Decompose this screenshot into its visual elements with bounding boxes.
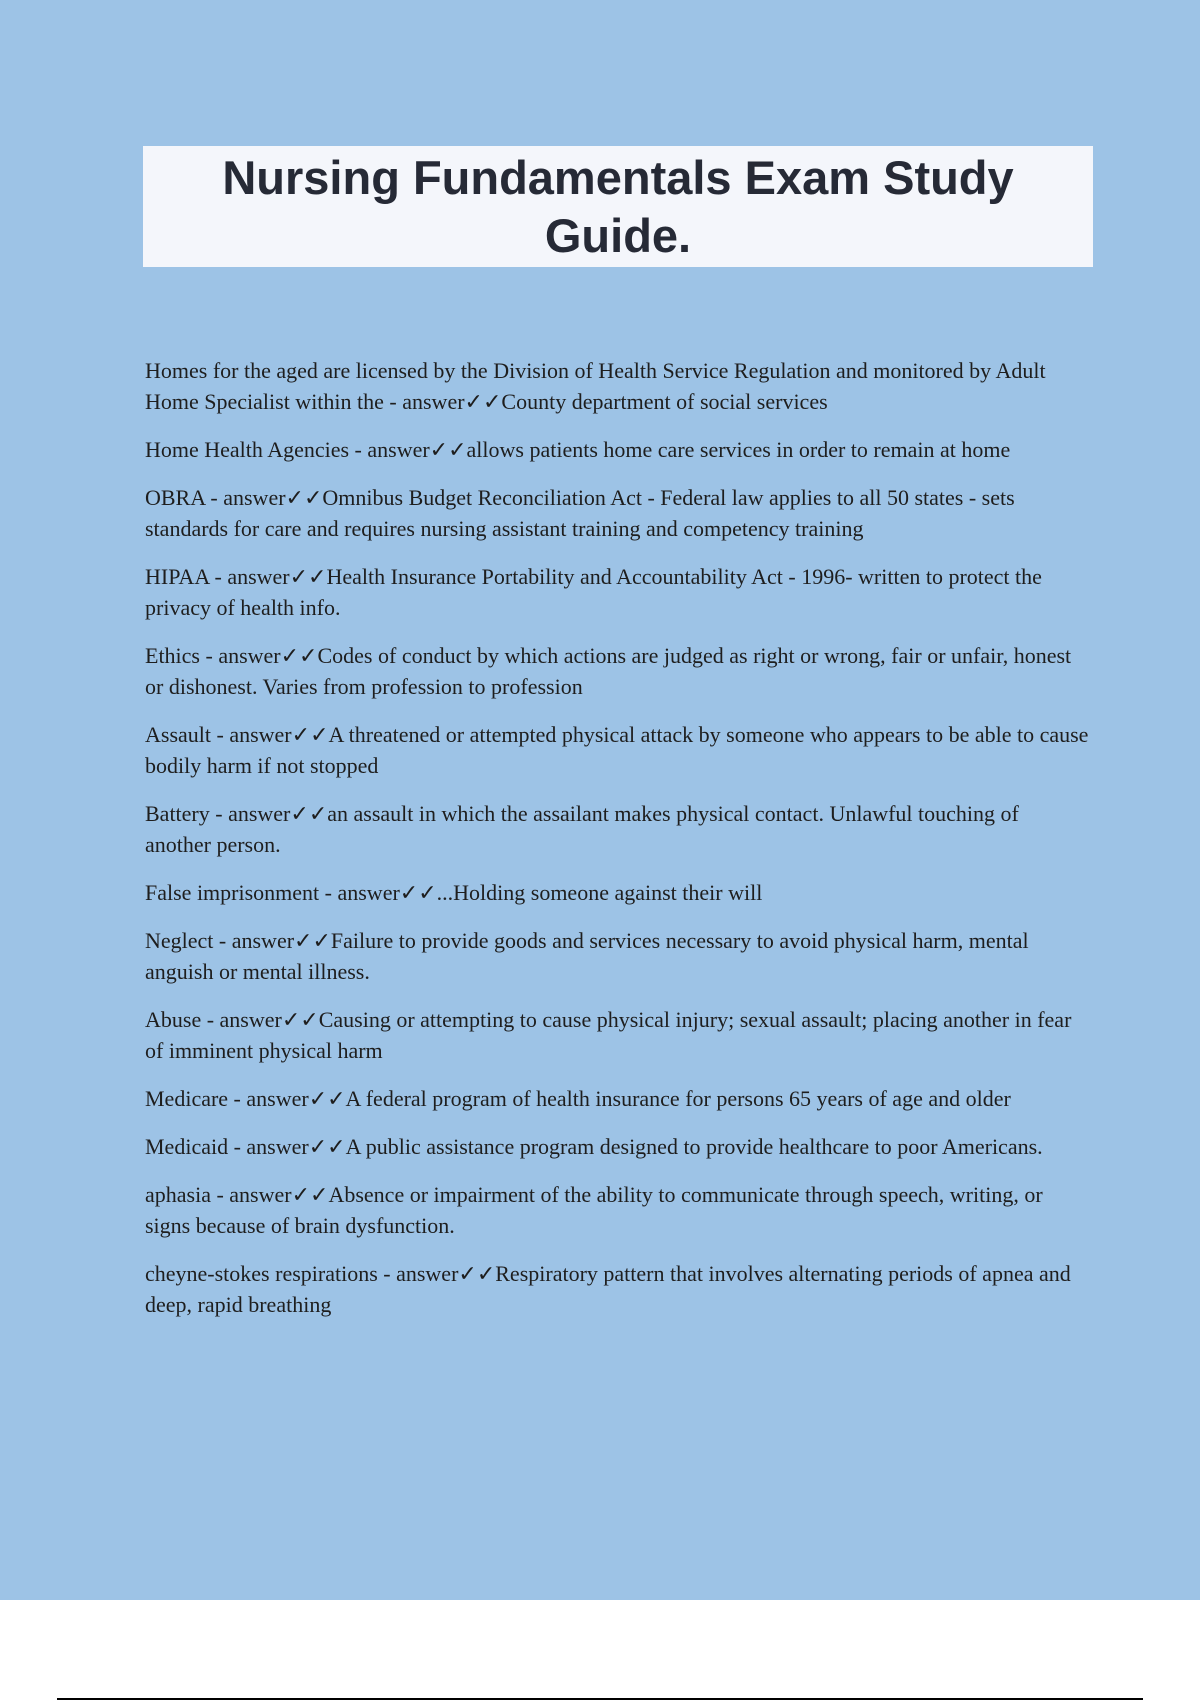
study-entries [145,355,1090,1337]
study-entry: Neglect - answer✓✓Failure to provide goods and services necessary to avoid physical harm, mental anguish or mental illness. [145,928,1029,984]
study-entry: Assault - answer✓✓A threatened or attempted physical attack by someone who appears to be able to cause bodily harm if not stopped [145,722,1089,778]
study-entry: OBRA - answer✓✓Omnibus Budget Reconciliation Act - Federal law applies to all 50 states - sets standards for care and requires nursing assistant training and competency training [145,485,1015,541]
title-banner [143,146,1093,267]
document-title: Nursing Fundamentals Exam Study Guide. [222,150,1014,262]
study-entry: Homes for the aged are licensed by the Division of Health Service Regulation and monitored by Adult Home Specialist within the - answer✓✓County department of social services [145,358,1046,414]
study-entry: False imprisonment - answer✓✓...Holding someone against their will [145,880,763,905]
study-entry: Battery - answer✓✓an assault in which the assailant makes physical contact. Unlawful touching of another person. [145,801,1019,857]
study-entry: HIPAA - answer✓✓Health Insurance Portability and Accountability Act - 1996- written to protect the privacy of health info. [145,564,1042,620]
study-entry: Medicaid - answer✓✓A public assistance program designed to provide healthcare to poor Americans. [145,1134,1043,1159]
study-entry: Ethics - answer✓✓Codes of conduct by which actions are judged as right or wrong, fair or unfair, honest or dishonest. Varies from profession to profession [145,643,1072,699]
study-entry: Medicare - answer✓✓A federal program of health insurance for persons 65 years of age and older [145,1086,1011,1111]
study-entry: Home Health Agencies - answer✓✓allows patients home care services in order to remain at home [145,437,1011,462]
study-entry: Abuse - answer✓✓Causing or attempting to cause physical injury; sexual assault; placing another in fear of imminent physical harm [145,1007,1072,1063]
study-entry: aphasia - answer✓✓Absence or impairment of the ability to communicate through speech, writing, or signs because of brain dysfunction. [145,1182,1043,1238]
study-entry: cheyne-stokes respirations - answer✓✓Respiratory pattern that involves alternating periods of apnea and deep, rapid breathing [145,1261,1071,1317]
